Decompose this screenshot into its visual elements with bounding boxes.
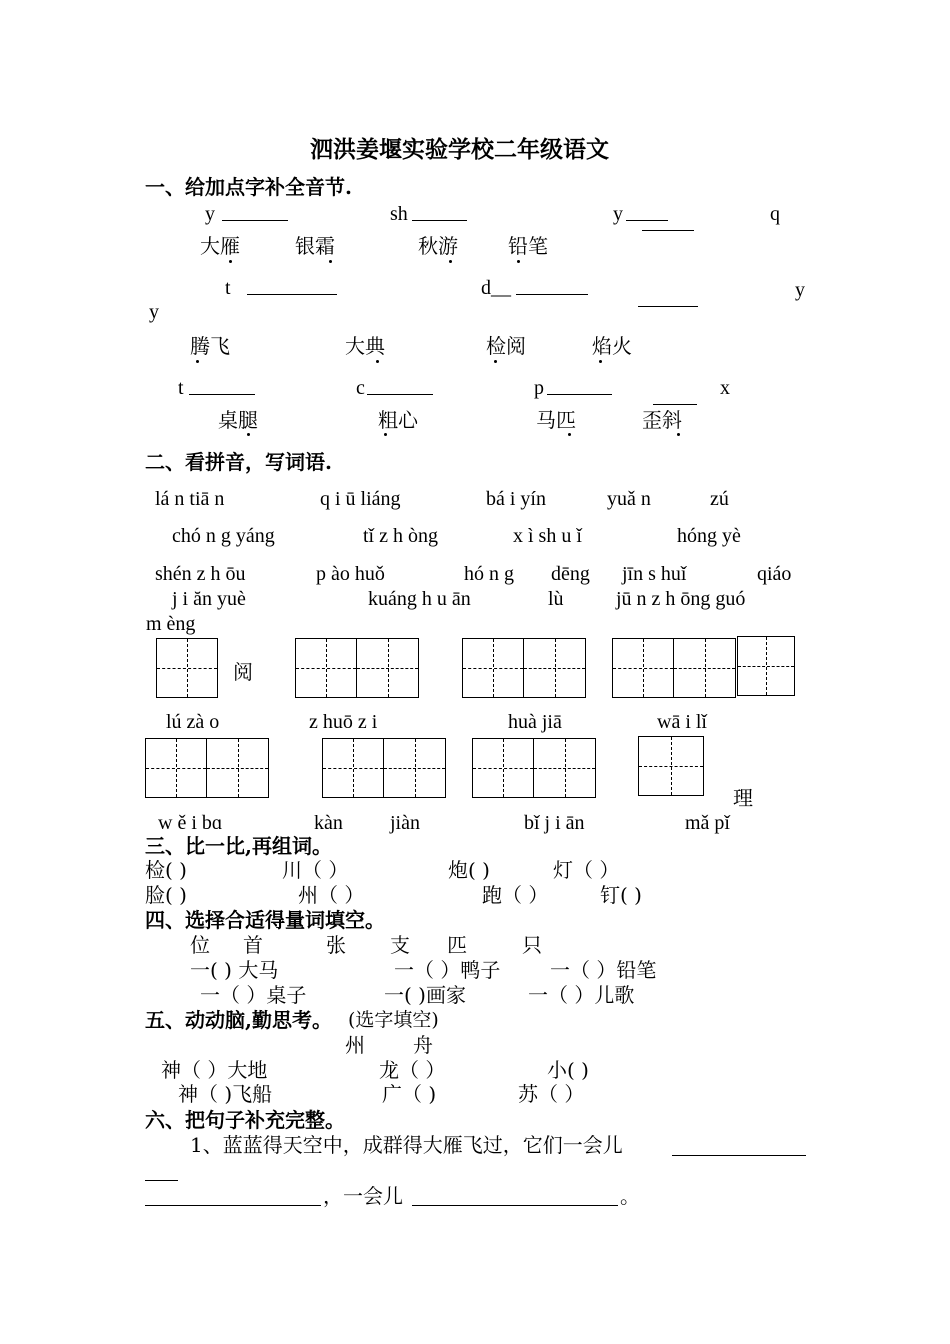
word: 歪斜 <box>642 408 682 432</box>
word: 腾飞 <box>190 334 230 358</box>
answer-blank[interactable] <box>412 1205 618 1206</box>
answer-blank[interactable] <box>516 294 588 295</box>
emphasis-dot <box>568 433 571 436</box>
pinyin-prompt: t <box>225 277 231 299</box>
compare-item[interactable]: 灯（ ） <box>553 858 620 882</box>
pinyin-word: z huō z i <box>309 711 378 733</box>
fill-item[interactable]: 神（ ）大地 <box>161 1058 268 1082</box>
word: 铅笔 <box>508 234 548 258</box>
pinyin-prompt: y <box>205 203 215 225</box>
writing-grid[interactable] <box>295 638 419 698</box>
compare-item[interactable]: 跑（ ） <box>482 883 549 907</box>
pinyin-word: w ě i bɑ <box>158 812 223 834</box>
pinyin-prompt: y <box>613 203 623 225</box>
section-1-heading: 一、给加点字补全音节. <box>145 175 352 199</box>
pinyin-word: hó n g <box>464 563 514 585</box>
pinyin-word: chó n g yáng <box>172 525 275 547</box>
section-6-heading: 六、把句子补充完整。 <box>145 1108 345 1132</box>
answer-blank[interactable] <box>626 220 668 221</box>
pinyin-word: lú zà o <box>166 711 220 733</box>
fill-item[interactable]: 龙（ ） <box>379 1058 446 1082</box>
answer-blank[interactable] <box>222 220 288 221</box>
section-3-heading: 三、比一比,再组词。 <box>145 834 332 858</box>
emphasis-dot <box>599 360 602 363</box>
answer-blank[interactable] <box>653 404 697 405</box>
fill-item[interactable]: 小( ) <box>547 1058 589 1082</box>
emphasis-dot <box>329 260 332 263</box>
pinyin-prompt: p <box>534 377 544 399</box>
emphasis-dot <box>376 360 379 363</box>
answer-blank[interactable] <box>412 220 467 221</box>
pinyin-prompt: x <box>720 377 730 399</box>
sentence-connector: ，一会儿 <box>323 1184 403 1208</box>
pinyin-prompt: y <box>795 279 805 301</box>
fill-item[interactable]: 神（ )飞船 <box>178 1082 273 1106</box>
pinyin-word: shén z h ōu <box>155 563 246 585</box>
word: 秋游 <box>418 234 458 258</box>
pinyin-word: kuáng h u ān <box>368 588 471 610</box>
word: 马匹 <box>536 408 576 432</box>
char-option: 州 <box>345 1033 365 1057</box>
pinyin-word: jū n z h ōng guó <box>616 588 746 610</box>
pinyin-word: x ì sh u ǐ <box>513 525 582 547</box>
fill-item[interactable]: 一( ) 大马 <box>190 958 279 982</box>
section-2-heading: 二、看拼音，写词语. <box>145 450 332 474</box>
fill-item[interactable]: 苏（ ） <box>518 1082 585 1106</box>
compare-item[interactable]: 川（ ） <box>282 858 349 882</box>
char-option: 舟 <box>413 1033 433 1057</box>
compare-item[interactable]: 炮( ) <box>448 858 490 882</box>
measure-word-option: 匹 <box>447 933 467 957</box>
answer-blank[interactable] <box>247 294 337 295</box>
word: 粗心 <box>378 408 418 432</box>
pinyin-prompt: sh <box>390 203 408 225</box>
pinyin-word: qiáo <box>757 563 792 585</box>
pinyin-word: j i ăn yuè <box>172 588 246 610</box>
fill-item[interactable]: 一（ ）铅笔 <box>550 958 657 982</box>
answer-blank[interactable] <box>672 1155 806 1156</box>
pinyin-word: tǐ z h òng <box>363 525 438 547</box>
word: 银霜 <box>295 234 335 258</box>
page-title: 泗洪姜堰实验学校二年级语文 <box>310 136 609 163</box>
given-character: 理 <box>733 786 753 810</box>
emphasis-dot <box>229 260 232 263</box>
pinyin-word: huà jiā <box>508 711 562 733</box>
pinyin-word: jīn s huǐ <box>622 563 687 585</box>
sentence-end: 。 <box>620 1184 640 1208</box>
pinyin-word: bǐ j i ān <box>524 812 585 834</box>
pinyin-word: kàn <box>314 812 343 834</box>
pinyin-word: mǎ pǐ <box>685 812 730 834</box>
compare-item[interactable]: 脸( ) <box>145 883 187 907</box>
compare-item[interactable]: 检( ) <box>145 858 187 882</box>
emphasis-dot <box>384 433 387 436</box>
writing-grid[interactable] <box>462 638 586 698</box>
measure-word-option: 只 <box>522 933 542 957</box>
pinyin-word: m èng <box>146 613 196 635</box>
pinyin-word: q i ū liáng <box>320 488 401 510</box>
pinyin-word: lá n tiā n <box>155 488 225 510</box>
pinyin-word: lù <box>548 588 564 610</box>
fill-item[interactable]: 一( )画家 <box>384 983 466 1007</box>
answer-blank[interactable] <box>189 394 255 395</box>
fill-item[interactable]: 一（ ）鸭子 <box>394 958 501 982</box>
answer-blank[interactable] <box>642 230 694 231</box>
writing-grid[interactable] <box>156 638 218 698</box>
writing-grid[interactable] <box>737 636 795 696</box>
emphasis-dot <box>247 433 250 436</box>
answer-blank[interactable] <box>145 1180 178 1181</box>
emphasis-dot <box>449 260 452 263</box>
answer-blank[interactable] <box>547 394 612 395</box>
word: 检阅 <box>486 334 526 358</box>
word: 桌腿 <box>218 408 258 432</box>
pinyin-word: dēng <box>551 563 590 585</box>
word: 焰火 <box>592 334 632 358</box>
writing-grid[interactable] <box>612 638 736 698</box>
emphasis-dot <box>677 433 680 436</box>
pinyin-prompt: t <box>178 377 184 399</box>
emphasis-dot <box>494 360 497 363</box>
pinyin-prompt: q <box>770 203 780 225</box>
answer-blank[interactable] <box>638 306 698 307</box>
section-5-note: (选字填空) <box>348 1009 439 1031</box>
writing-grid[interactable] <box>472 738 596 798</box>
pinyin-word: hóng yè <box>677 525 741 547</box>
compare-item[interactable]: 钉( ) <box>600 883 642 907</box>
pinyin-word: bá i yín <box>486 488 546 510</box>
emphasis-dot <box>517 260 520 263</box>
answer-blank[interactable] <box>145 1205 321 1206</box>
pinyin-word: yuǎ n <box>607 488 651 510</box>
sentence-prompt: 1、蓝蓝得天空中，成群得大雁飞过，它们一会儿 <box>190 1133 623 1157</box>
fill-item[interactable]: 广（ ) <box>382 1082 437 1106</box>
fill-item[interactable]: 一（ ）儿歌 <box>528 983 635 1007</box>
writing-grid[interactable] <box>638 736 704 796</box>
writing-grid[interactable] <box>322 738 446 798</box>
section-5-heading: 五、动动脑,勤思考。 <box>145 1008 332 1032</box>
measure-word-option: 位 <box>190 933 210 957</box>
measure-word-option: 首 <box>243 933 263 957</box>
section-4-heading: 四、选择合适得量词填空。 <box>145 908 385 932</box>
pinyin-prompt: y <box>149 301 159 323</box>
fill-item[interactable]: 一（ ）桌子 <box>200 983 307 1007</box>
word: 大典 <box>345 334 385 358</box>
pinyin-prompt: d__ <box>481 277 511 299</box>
pinyin-word: p ào huǒ <box>316 563 385 585</box>
compare-item[interactable]: 州（ ） <box>298 883 365 907</box>
given-character: 阅 <box>233 660 253 684</box>
pinyin-word: zú <box>710 488 729 510</box>
pinyin-word: wā i lǐ <box>657 711 707 733</box>
emphasis-dot <box>196 360 199 363</box>
measure-word-option: 张 <box>326 933 346 957</box>
writing-grid[interactable] <box>145 738 269 798</box>
pinyin-prompt: c <box>356 377 365 399</box>
answer-blank[interactable] <box>367 394 433 395</box>
word: 大雁 <box>200 234 240 258</box>
pinyin-word: jiàn <box>390 812 420 834</box>
measure-word-option: 支 <box>390 933 410 957</box>
